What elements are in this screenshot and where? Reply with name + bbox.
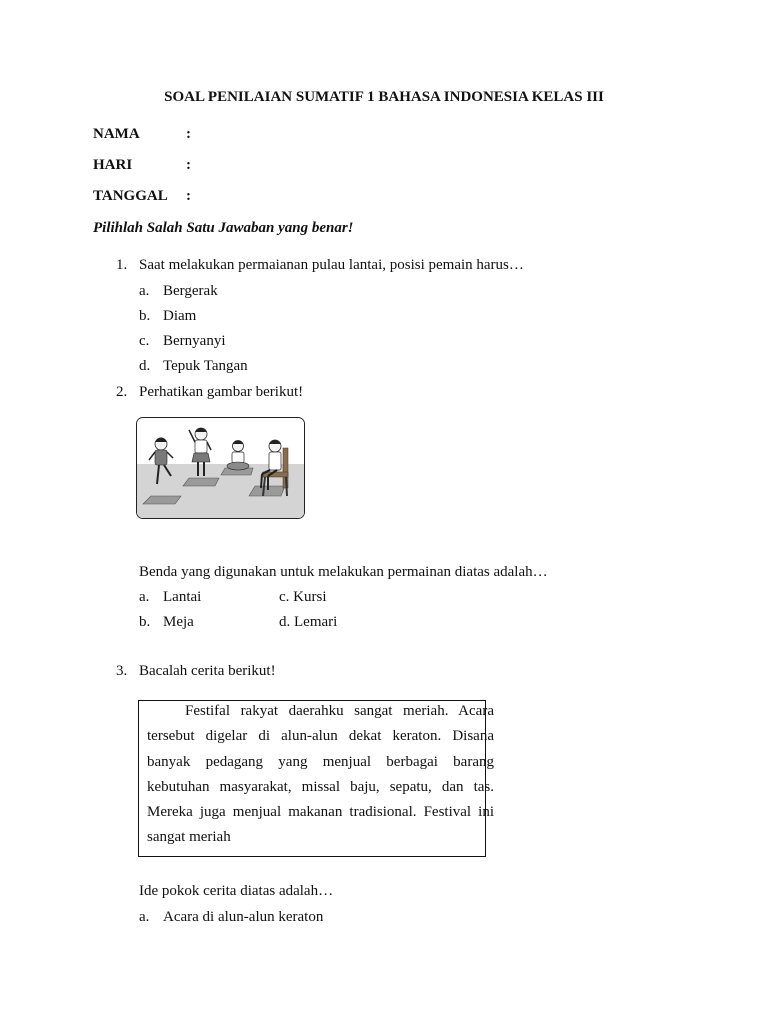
field-colon-nama: : xyxy=(186,126,191,142)
question-1-number: 1. xyxy=(116,257,128,273)
q2-option-c-text: c. Kursi xyxy=(279,589,327,605)
q1-option-c-letter: c. xyxy=(139,333,150,349)
q1-option-b-letter: b. xyxy=(139,308,151,324)
story-paragraph xyxy=(147,699,494,851)
question-2-prompt: Benda yang digunakan untuk melakukan permainan diatas adalah… xyxy=(139,564,548,580)
q1-option-a-text: Bergerak xyxy=(163,283,218,299)
children-playing-floor-island-illustration xyxy=(136,417,305,519)
q3-option-a-text: Acara di alun-alun keraton xyxy=(163,909,324,925)
q1-option-d-text: Tepuk Tangan xyxy=(163,358,248,374)
field-colon-hari: : xyxy=(186,157,191,173)
story-text: Festifal rakyat daerahku sangat meriah. Acara tersebut digelar di alun-alun dekat keraton. Disana banyak pedagang yang menjual berbagai barang kebutuhan masyarakat, missal baju, sepatu, dan tas. Mereka juga menjual makanan tradisional. Festival ini sangat meriah xyxy=(147,703,494,846)
q2-option-d-text: d. Lemari xyxy=(279,614,338,630)
field-label-nama: NAMA xyxy=(93,126,140,142)
question-1-text: Saat melakukan permaianan pulau lantai, posisi pemain harus… xyxy=(139,257,524,273)
q2-option-a-text: Lantai xyxy=(163,589,202,605)
question-2-text: Perhatikan gambar berikut! xyxy=(139,384,304,400)
q1-option-a-letter: a. xyxy=(139,283,150,299)
page-title: SOAL PENILAIAN SUMATIF 1 BAHASA INDONESIA KELAS III xyxy=(164,89,604,105)
field-label-hari: HARI xyxy=(93,157,133,173)
field-colon-tanggal: : xyxy=(186,188,191,204)
q2-option-b-text: Meja xyxy=(163,614,194,630)
field-label-tanggal: TANGGAL xyxy=(93,188,168,204)
question-3-number: 3. xyxy=(116,663,128,679)
q1-option-d-letter: d. xyxy=(139,358,151,374)
q1-option-b-text: Diam xyxy=(163,308,197,324)
q2-option-a-letter: a. xyxy=(139,589,150,605)
question-2-number: 2. xyxy=(116,384,128,400)
question-3-text: Bacalah cerita berikut! xyxy=(139,663,276,679)
q2-option-b-letter: b. xyxy=(139,614,151,630)
q1-option-c-text: Bernyanyi xyxy=(163,333,226,349)
question-3-prompt: Ide pokok cerita diatas adalah… xyxy=(139,883,334,899)
q3-option-a-letter: a. xyxy=(139,909,150,925)
instruction-text: Pilihlah Salah Satu Jawaban yang benar! xyxy=(93,220,354,236)
